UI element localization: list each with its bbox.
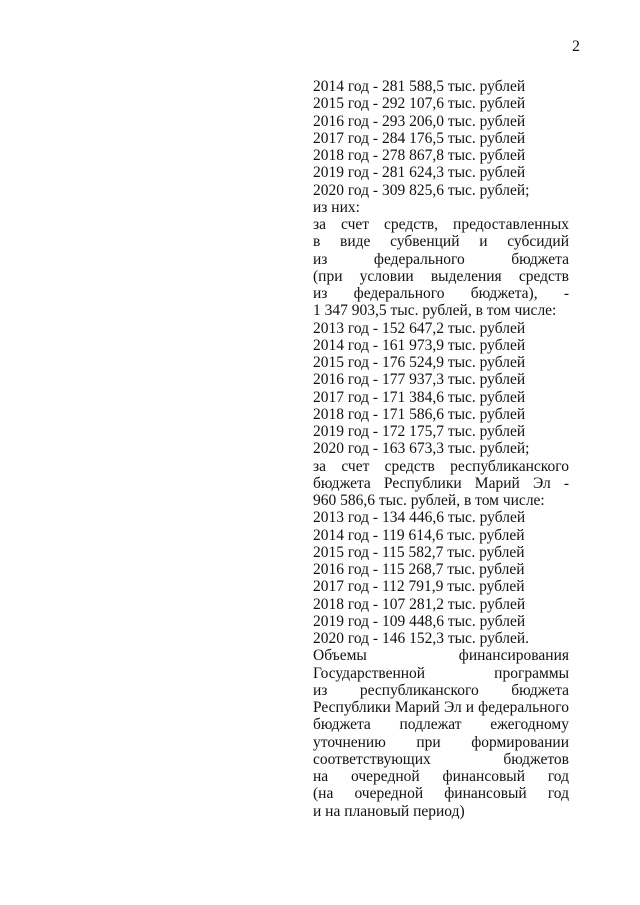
financing-text-column — [313, 78, 569, 820]
text-line: 2020 год - 146 152,3 тыс. рублей. — [313, 630, 530, 647]
text-line: в виде субвенций и субсидий — [313, 233, 569, 251]
text-line: Республики Марий Эл и федерального — [313, 699, 569, 716]
text-line: за счет средств республиканского — [313, 457, 569, 475]
text-line: Государственной программы — [313, 664, 569, 682]
text-line: уточнению при формировании — [313, 733, 569, 751]
text-line: 2014 год - 119 614,6 тыс. рублей — [313, 526, 525, 544]
text-line: 2018 год - 107 281,2 тыс. рублей — [313, 595, 526, 613]
text-line: 2015 год - 176 524,9 тыс. рублей — [313, 354, 526, 371]
text-line: 2016 год - 177 937,3 тыс. рублей — [313, 371, 526, 389]
text-line: 2020 год - 309 825,6 тыс. рублей; — [313, 181, 530, 199]
text-line: 2015 год - 115 582,7 тыс. рублей — [313, 543, 525, 561]
text-line: (при условии выделения средств — [313, 267, 569, 285]
text-line: из федерального бюджета), - — [313, 285, 569, 302]
text-line: 960 586,6 тыс. рублей, в том числе: — [313, 492, 545, 509]
text-line: 2019 год - 281 624,3 тыс. рублей — [313, 164, 526, 182]
text-line: 2017 год - 284 176,5 тыс. рублей — [313, 129, 526, 147]
text-line: бюджета подлежат ежегодному — [313, 716, 569, 734]
text-line: 2014 год - 281 588,5 тыс. рублей — [313, 78, 526, 95]
text-line: 2018 год - 278 867,8 тыс. рублей — [313, 147, 526, 164]
text-line: 2013 год - 152 647,2 тыс. рублей — [313, 319, 526, 337]
text-line: из федерального бюджета — [313, 250, 569, 268]
text-line: 2016 год - 293 206,0 тыс. рублей — [313, 112, 526, 130]
text-line: 2016 год - 115 268,7 тыс. рублей — [313, 561, 525, 578]
text-line: 2017 год - 112 791,9 тыс. рублей — [313, 578, 525, 596]
text-line: бюджета Республики Марий Эл - — [313, 474, 569, 492]
text-line: 2020 год - 163 673,3 тыс. рублей; — [313, 440, 530, 458]
text-line: 2017 год - 171 384,6 тыс. рублей — [313, 388, 526, 406]
text-line: 2015 год - 292 107,6 тыс. рублей — [313, 95, 526, 113]
text-line: Объемы финансирования — [313, 647, 569, 665]
text-line: 2019 год - 109 448,6 тыс. рублей — [313, 612, 526, 630]
text-line: 1 347 903,5 тыс. рублей, в том числе: — [313, 302, 557, 320]
text-line: соответствующих бюджетов — [313, 750, 569, 768]
text-line: 2019 год - 172 175,7 тыс. рублей — [313, 423, 526, 440]
text-line: (на очередной финансовый год — [313, 785, 569, 803]
text-line: из республиканского бюджета — [313, 681, 569, 699]
text-line: 2018 год - 171 586,6 тыс. рублей — [313, 405, 526, 423]
text-line: 2014 год - 161 973,9 тыс. рублей — [313, 336, 526, 354]
page-number: 2 — [572, 38, 580, 55]
text-line: и на плановый период) — [313, 802, 465, 820]
text-line: из них: — [313, 198, 360, 216]
text-line: 2013 год - 134 446,6 тыс. рублей — [313, 509, 526, 527]
text-line: на очередной финансовый год — [313, 768, 569, 785]
text-line: за счет средств, предоставленных — [313, 216, 569, 233]
